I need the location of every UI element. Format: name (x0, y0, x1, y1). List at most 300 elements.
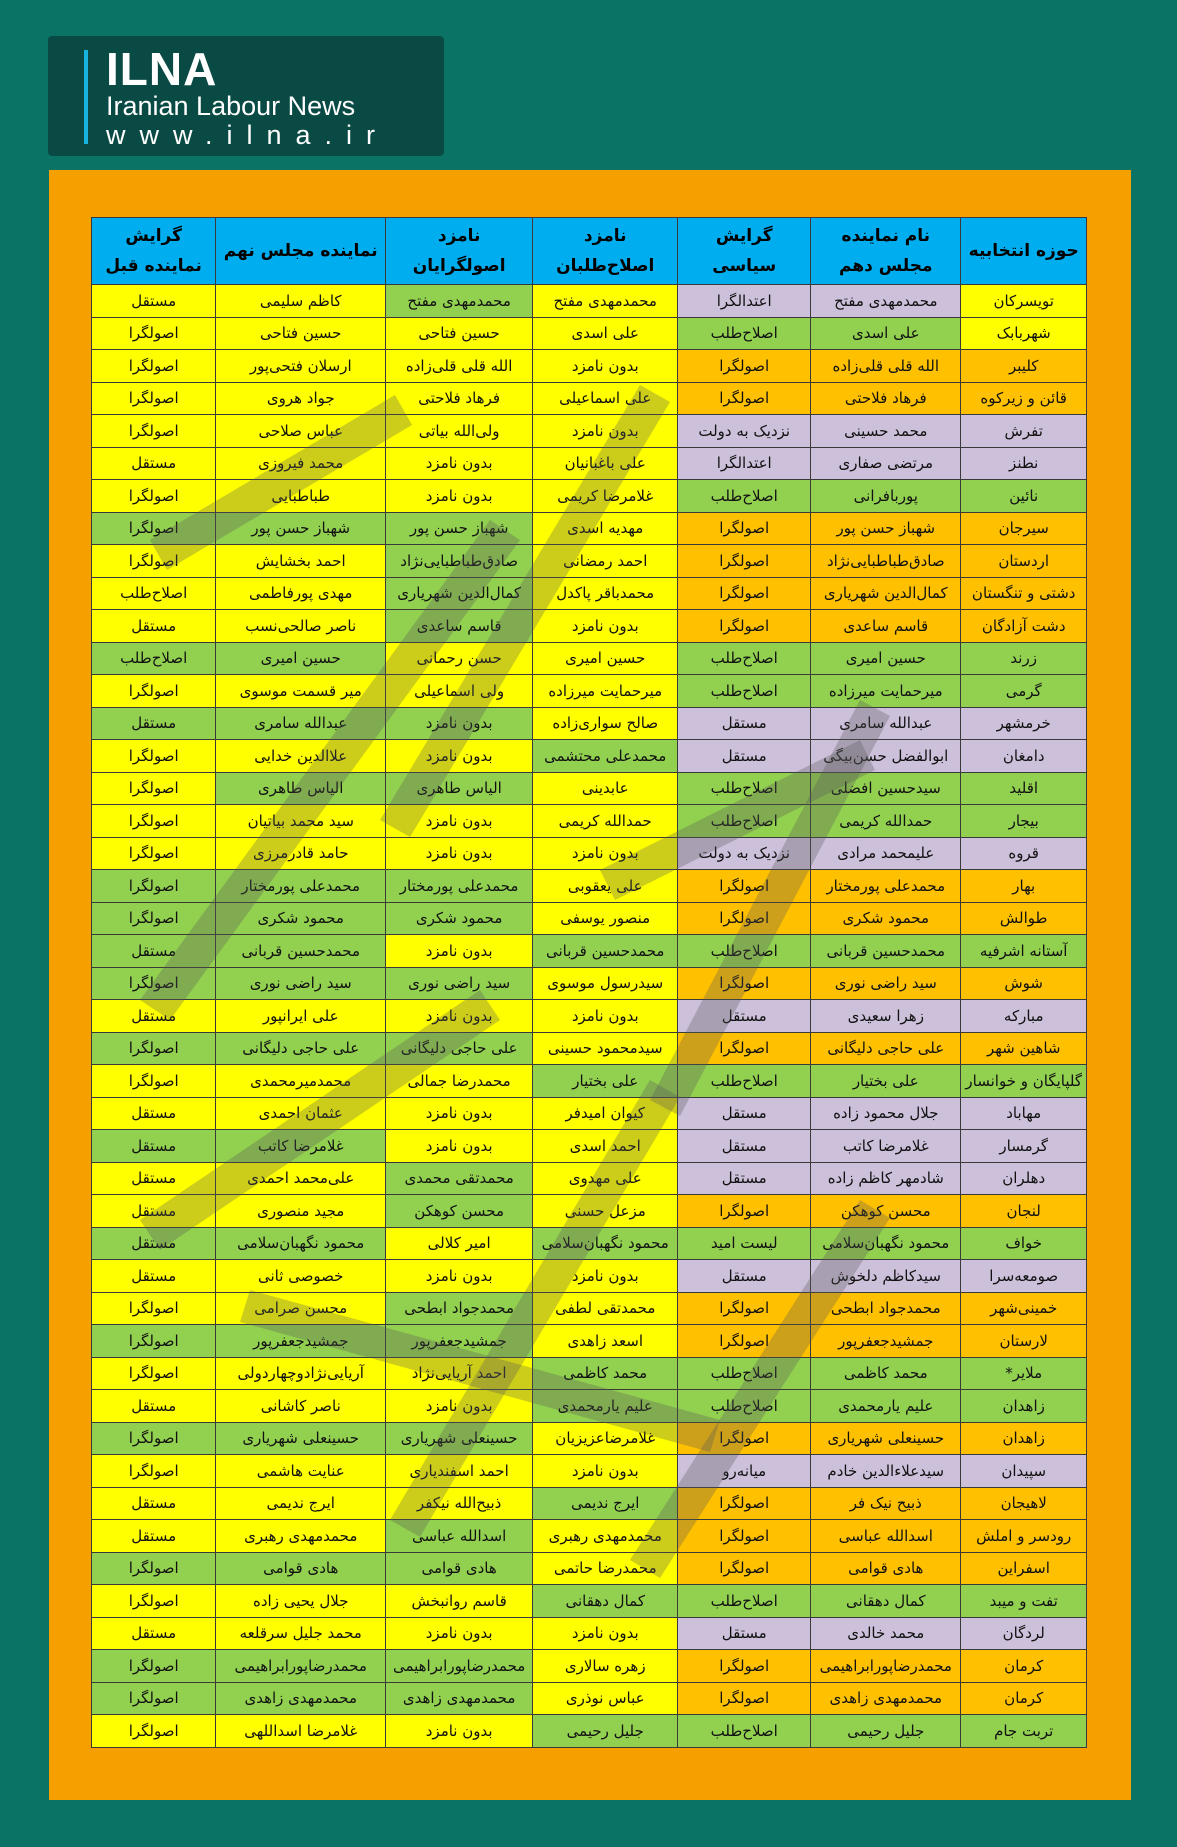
cell-ninth-mp: سید راضی نوری (216, 967, 386, 1000)
cell-ninth-mp: عثمان احمدی (216, 1097, 386, 1130)
table-row (92, 1650, 1087, 1683)
cell-ninth-mp: محمد فیروزی (216, 447, 386, 480)
header-constituency: حوزه انتخابیه (961, 218, 1087, 285)
cell-principlist-candidate: قاسم روانبخش (386, 1585, 533, 1618)
cell-previous-leaning: اصولگرا (92, 1585, 216, 1618)
cell-previous-leaning: مستقل (92, 935, 216, 968)
cell-political-leaning: مستقل (678, 1097, 811, 1130)
table-row (92, 1390, 1087, 1423)
cell-previous-leaning: مستقل (92, 1390, 216, 1423)
cell-political-leaning: اصلاح‌طلب (678, 642, 811, 675)
cell-reformist-candidate: محمدمهدی مفتح (533, 285, 678, 318)
cell-tenth-mp: قاسم ساعدی (811, 610, 961, 643)
cell-tenth-mp: الله قلی قلی‌زاده (811, 350, 961, 383)
cell-ninth-mp: خصوصی ثانی (216, 1260, 386, 1293)
cell-tenth-mp: علیمحمد مرادی (811, 837, 961, 870)
cell-reformist-candidate: بدون نامزد (533, 1260, 678, 1293)
cell-tenth-mp: جلیل رحیمی (811, 1715, 961, 1748)
cell-previous-leaning: اصولگرا (92, 350, 216, 383)
cell-reformist-candidate: مزعل حسنی (533, 1195, 678, 1228)
cell-reformist-candidate: حسین امیری (533, 642, 678, 675)
cell-reformist-candidate: صالح سواری‌زاده (533, 707, 678, 740)
cell-tenth-mp: اسدالله عباسی (811, 1520, 961, 1553)
cell-constituency: دشتی و تنگستان (961, 577, 1087, 610)
cell-tenth-mp: علی اسدی (811, 317, 961, 350)
cell-tenth-mp: کمال دهقانی (811, 1585, 961, 1618)
cell-constituency: بهار (961, 870, 1087, 903)
cell-constituency: سپیدان (961, 1455, 1087, 1488)
cell-political-leaning: نزدیک به دولت (678, 837, 811, 870)
cell-principlist-candidate: بدون نامزد (386, 447, 533, 480)
cell-constituency: تفرش (961, 415, 1087, 448)
cell-tenth-mp: عبدالله سامری (811, 707, 961, 740)
cell-ninth-mp: جواد هروی (216, 382, 386, 415)
cell-constituency: خرمشهر (961, 707, 1087, 740)
table-row (92, 707, 1087, 740)
cell-reformist-candidate: کمال دهقانی (533, 1585, 678, 1618)
cell-political-leaning: اصولگرا (678, 577, 811, 610)
cell-reformist-candidate: بدون نامزد (533, 1455, 678, 1488)
cell-principlist-candidate: هادی قوامی (386, 1552, 533, 1585)
cell-previous-leaning: مستقل (92, 285, 216, 318)
cell-principlist-candidate: الله قلی قلی‌زاده (386, 350, 533, 383)
cell-previous-leaning: اصولگرا (92, 545, 216, 578)
table-row (92, 837, 1087, 870)
cell-reformist-candidate: بدون نامزد (533, 415, 678, 448)
cell-political-leaning: اصلاح‌طلب (678, 1585, 811, 1618)
cell-constituency: اردستان (961, 545, 1087, 578)
table-row (92, 1715, 1087, 1748)
cell-constituency: تفت و میبد (961, 1585, 1087, 1618)
cell-previous-leaning: اصولگرا (92, 1552, 216, 1585)
cell-constituency: قائن و زیرکوه (961, 382, 1087, 415)
cell-constituency: نائین (961, 480, 1087, 513)
table-row (92, 1357, 1087, 1390)
cell-ninth-mp: عباس صلاحی (216, 415, 386, 448)
cell-political-leaning: اصولگرا (678, 610, 811, 643)
cell-reformist-candidate: علی باغبانیان (533, 447, 678, 480)
cell-political-leaning: اصلاح‌طلب (678, 1065, 811, 1098)
cell-tenth-mp: حسین امیری (811, 642, 961, 675)
cell-reformist-candidate: احمد رمضانی (533, 545, 678, 578)
cell-ninth-mp: جلال یحیی زاده (216, 1585, 386, 1618)
cell-tenth-mp: محمد کاظمی (811, 1357, 961, 1390)
cell-previous-leaning: اصلاح‌طلب (92, 577, 216, 610)
cell-political-leaning: مستقل (678, 1130, 811, 1163)
cell-constituency: شاهین شهر (961, 1032, 1087, 1065)
table-row (92, 1325, 1087, 1358)
table-row (92, 1292, 1087, 1325)
cell-tenth-mp: فرهاد فلاحتی (811, 382, 961, 415)
cell-reformist-candidate: بدون نامزد (533, 837, 678, 870)
cell-constituency: اسفراین (961, 1552, 1087, 1585)
table-row (92, 1422, 1087, 1455)
cell-principlist-candidate: حسن رحمانی (386, 642, 533, 675)
cell-tenth-mp: غلامرضا کاتب (811, 1130, 961, 1163)
cell-reformist-candidate: زهره سالاری (533, 1650, 678, 1683)
cell-political-leaning: اصولگرا (678, 350, 811, 383)
cell-constituency: صومعه‌سرا (961, 1260, 1087, 1293)
cell-tenth-mp: شادمهر کاظم زاده (811, 1162, 961, 1195)
cell-previous-leaning: اصولگرا (92, 675, 216, 708)
header-political-leaning: گرایش سیاسی (678, 218, 811, 285)
table-row (92, 902, 1087, 935)
cell-ninth-mp: علی حاجی دلیگانی (216, 1032, 386, 1065)
cell-principlist-candidate: جمشیدجعفرپور (386, 1325, 533, 1358)
cell-principlist-candidate: ذبیح‌الله نیکفر (386, 1487, 533, 1520)
cell-previous-leaning: اصولگرا (92, 1455, 216, 1488)
table-row (92, 1260, 1087, 1293)
cell-ninth-mp: محمدمیرمحمدی (216, 1065, 386, 1098)
cell-ninth-mp: شهباز حسن پور (216, 512, 386, 545)
cell-tenth-mp: محمدرضاپورابراهیمی (811, 1650, 961, 1683)
cell-reformist-candidate: علی بختیار (533, 1065, 678, 1098)
table-row (92, 772, 1087, 805)
table-row (92, 415, 1087, 448)
cell-principlist-candidate: محسن کوهکن (386, 1195, 533, 1228)
table-row (92, 1195, 1087, 1228)
cell-ninth-mp: آریایی‌نژادوچهاردولی (216, 1357, 386, 1390)
cell-principlist-candidate: بدون نامزد (386, 707, 533, 740)
cell-tenth-mp: محسن کوهکن (811, 1195, 961, 1228)
cell-political-leaning: مستقل (678, 707, 811, 740)
cell-political-leaning: اصولگرا (678, 1487, 811, 1520)
cell-previous-leaning: اصولگرا (92, 1065, 216, 1098)
cell-constituency: دامغان (961, 740, 1087, 773)
cell-previous-leaning: اصولگرا (92, 1682, 216, 1715)
cell-tenth-mp: سیدحسین افضلی (811, 772, 961, 805)
cell-previous-leaning: مستقل (92, 1130, 216, 1163)
cell-principlist-candidate: بدون نامزد (386, 837, 533, 870)
cell-constituency: لارستان (961, 1325, 1087, 1358)
table-row (92, 805, 1087, 838)
cell-principlist-candidate: حسین فتاحی (386, 317, 533, 350)
cell-ninth-mp: حامد قادرمرزی (216, 837, 386, 870)
cell-ninth-mp: جمشیدجعفرپور (216, 1325, 386, 1358)
cell-previous-leaning: مستقل (92, 1487, 216, 1520)
cell-previous-leaning: مستقل (92, 1260, 216, 1293)
logo-tagline: Iranian Labour News (106, 91, 356, 121)
cell-tenth-mp: ابوالفضل حسن‌بیگی (811, 740, 961, 773)
header-reformist-candidate: نامزد اصلاح‌طلبان (533, 218, 678, 285)
cell-constituency: کرمان (961, 1650, 1087, 1683)
cell-reformist-candidate: محمدعلی محتشمی (533, 740, 678, 773)
cell-reformist-candidate: محمدحسین قربانی (533, 935, 678, 968)
cell-ninth-mp: محمدحسین قربانی (216, 935, 386, 968)
cell-political-leaning: اصولگرا (678, 1195, 811, 1228)
cell-tenth-mp: حمدالله کریمی (811, 805, 961, 838)
cell-previous-leaning: مستقل (92, 1520, 216, 1553)
cell-constituency: شهربابک (961, 317, 1087, 350)
cell-reformist-candidate: سیدمحمود حسینی (533, 1032, 678, 1065)
cell-reformist-candidate: بدون نامزد (533, 350, 678, 383)
cell-ninth-mp: حسین فتاحی (216, 317, 386, 350)
cell-constituency: زاهدان (961, 1390, 1087, 1423)
cell-principlist-candidate: ولی‌الله بیاتی (386, 415, 533, 448)
cell-reformist-candidate: بدون نامزد (533, 1000, 678, 1033)
cell-constituency: سیرجان (961, 512, 1087, 545)
cell-political-leaning: مستقل (678, 1260, 811, 1293)
cell-ninth-mp: محمود شکری (216, 902, 386, 935)
header-previous-leaning: گرایش نماینده قبل (92, 218, 216, 285)
cell-constituency: کرمان (961, 1682, 1087, 1715)
table-row (92, 1520, 1087, 1553)
logo-accent-bar (84, 50, 88, 144)
cell-principlist-candidate: بدون نامزد (386, 1617, 533, 1650)
cell-previous-leaning: اصولگرا (92, 480, 216, 513)
cell-ninth-mp: ناصر کاشانی (216, 1390, 386, 1423)
cell-previous-leaning: مستقل (92, 1227, 216, 1260)
cell-reformist-candidate: منصور یوسفی (533, 902, 678, 935)
cell-principlist-candidate: بدون نامزد (386, 1130, 533, 1163)
cell-political-leaning: اصلاح‌طلب (678, 805, 811, 838)
cell-previous-leaning: اصولگرا (92, 805, 216, 838)
cell-ninth-mp: هادی قوامی (216, 1552, 386, 1585)
cell-previous-leaning: مستقل (92, 1000, 216, 1033)
cell-ninth-mp: ایرج ندیمی (216, 1487, 386, 1520)
cell-principlist-candidate: قاسم ساعدی (386, 610, 533, 643)
cell-political-leaning: اصولگرا (678, 1032, 811, 1065)
cell-constituency: رودسر و املش (961, 1520, 1087, 1553)
cell-tenth-mp: سید راضی نوری (811, 967, 961, 1000)
cell-reformist-candidate: علی اسدی (533, 317, 678, 350)
cell-tenth-mp: محمدعلی پورمختار (811, 870, 961, 903)
cell-principlist-candidate: شهباز حسن پور (386, 512, 533, 545)
cell-previous-leaning: اصولگرا (92, 1715, 216, 1748)
table-row (92, 1227, 1087, 1260)
table-row (92, 1617, 1087, 1650)
cell-political-leaning: اعتدالگرا (678, 447, 811, 480)
cell-constituency: آستانه اشرفیه (961, 935, 1087, 968)
cell-previous-leaning: مستقل (92, 1195, 216, 1228)
cell-political-leaning: مستقل (678, 740, 811, 773)
cell-principlist-candidate: بدون نامزد (386, 1390, 533, 1423)
cell-ninth-mp: علاالدین خدایی (216, 740, 386, 773)
cell-principlist-candidate: الیاس طاهری (386, 772, 533, 805)
logo-brand: ILNA (106, 43, 218, 95)
cell-constituency: دشت آزادگان (961, 610, 1087, 643)
cell-political-leaning: اصولگرا (678, 1325, 811, 1358)
cell-reformist-candidate: اسعد زاهدی (533, 1325, 678, 1358)
cell-principlist-candidate: محمود شکری (386, 902, 533, 935)
cell-political-leaning: اصلاح‌طلب (678, 935, 811, 968)
cell-tenth-mp: کمال‌الدین شهریاری (811, 577, 961, 610)
cell-constituency: طوالش (961, 902, 1087, 935)
cell-reformist-candidate: جلیل رحیمی (533, 1715, 678, 1748)
cell-reformist-candidate: علی اسماعیلی (533, 382, 678, 415)
cell-political-leaning: اصلاح‌طلب (678, 1715, 811, 1748)
cell-ninth-mp: محمود نگهبان‌سلامی (216, 1227, 386, 1260)
table-row (92, 447, 1087, 480)
cell-reformist-candidate: عابدینی (533, 772, 678, 805)
cell-constituency: خمینی‌شهر (961, 1292, 1087, 1325)
cell-political-leaning: مستقل (678, 1162, 811, 1195)
cell-ninth-mp: محمدعلی پورمختار (216, 870, 386, 903)
table-row (92, 1162, 1087, 1195)
cell-principlist-candidate: محمدجواد ابطحی (386, 1292, 533, 1325)
cell-tenth-mp: میرحمایت میرزاده (811, 675, 961, 708)
logo-url: www.ilna.ir (106, 120, 390, 150)
table-row (92, 577, 1087, 610)
cell-previous-leaning: مستقل (92, 610, 216, 643)
cell-previous-leaning: اصولگرا (92, 870, 216, 903)
cell-previous-leaning: اصولگرا (92, 837, 216, 870)
cell-previous-leaning: اصولگرا (92, 415, 216, 448)
header-row (92, 218, 1087, 285)
cell-ninth-mp: محمدمهدی زاهدی (216, 1682, 386, 1715)
cell-reformist-candidate: محمدتقی لطفی (533, 1292, 678, 1325)
cell-ninth-mp: عبدالله سامری (216, 707, 386, 740)
cell-political-leaning: اصولگرا (678, 382, 811, 415)
cell-constituency: شوش (961, 967, 1087, 1000)
table-body (92, 285, 1087, 1748)
cell-political-leaning: لیست امید (678, 1227, 811, 1260)
cell-principlist-candidate: محمدمهدی مفتح (386, 285, 533, 318)
cell-ninth-mp: حسینعلی شهریاری (216, 1422, 386, 1455)
cell-reformist-candidate: بدون نامزد (533, 1617, 678, 1650)
cell-tenth-mp: شهباز حسن پور (811, 512, 961, 545)
cell-political-leaning: مستقل (678, 1000, 811, 1033)
cell-political-leaning: اصلاح‌طلب (678, 1357, 811, 1390)
cell-principlist-candidate: بدون نامزد (386, 1000, 533, 1033)
cell-reformist-candidate: کیوان امیدفر (533, 1097, 678, 1130)
cell-tenth-mp: محمود نگهبان‌سلامی (811, 1227, 961, 1260)
header-tenth-mp: نام نماینده مجلس دهم (811, 218, 961, 285)
cell-principlist-candidate: علی حاجی دلیگانی (386, 1032, 533, 1065)
cell-political-leaning: میانه‌رو (678, 1455, 811, 1488)
table-row (92, 675, 1087, 708)
table-row (92, 935, 1087, 968)
cell-tenth-mp: محمدمهدی مفتح (811, 285, 961, 318)
cell-constituency: بیجار (961, 805, 1087, 838)
cell-tenth-mp: علیم یارمحمدی (811, 1390, 961, 1423)
cell-ninth-mp: علی‌محمد احمدی (216, 1162, 386, 1195)
table-row (92, 1032, 1087, 1065)
table-row (92, 870, 1087, 903)
election-table (91, 217, 1087, 1748)
table-row (92, 967, 1087, 1000)
cell-political-leaning: اصولگرا (678, 902, 811, 935)
cell-ninth-mp: الیاس طاهری (216, 772, 386, 805)
cell-constituency: ملایر* (961, 1357, 1087, 1390)
cell-ninth-mp: مجید منصوری (216, 1195, 386, 1228)
cell-principlist-candidate: محمدعلی پورمختار (386, 870, 533, 903)
cell-constituency: نطنز (961, 447, 1087, 480)
cell-political-leaning: اصولگرا (678, 1422, 811, 1455)
cell-previous-leaning: مستقل (92, 447, 216, 480)
table-row (92, 317, 1087, 350)
cell-political-leaning: اصلاح‌طلب (678, 675, 811, 708)
cell-previous-leaning: اصولگرا (92, 317, 216, 350)
cell-reformist-candidate: احمد اسدی (533, 1130, 678, 1163)
cell-tenth-mp: سیدعلاءالدین خادم (811, 1455, 961, 1488)
cell-political-leaning: مستقل (678, 1617, 811, 1650)
cell-previous-leaning: اصولگرا (92, 772, 216, 805)
table-row (92, 480, 1087, 513)
cell-reformist-candidate: محمدرضا حاتمی (533, 1552, 678, 1585)
cell-political-leaning: اصولگرا (678, 545, 811, 578)
cell-previous-leaning: اصولگرا (92, 1357, 216, 1390)
cell-reformist-candidate: محمود نگهبان‌سلامی (533, 1227, 678, 1260)
cell-previous-leaning: اصولگرا (92, 1325, 216, 1358)
cell-principlist-candidate: کمال‌الدین شهریاری (386, 577, 533, 610)
cell-tenth-mp: محمد حسینی (811, 415, 961, 448)
cell-reformist-candidate: غلامرضاعزیزیان (533, 1422, 678, 1455)
cell-constituency: لاهیجان (961, 1487, 1087, 1520)
cell-reformist-candidate: محمدمهدی رهبری (533, 1520, 678, 1553)
cell-political-leaning: اصولگرا (678, 1650, 811, 1683)
cell-ninth-mp: ناصر صالحی‌نسب (216, 610, 386, 643)
cell-constituency: گرمی (961, 675, 1087, 708)
cell-principlist-candidate: احمد آریایی‌نژاد (386, 1357, 533, 1390)
cell-tenth-mp: جلال محمود زاده (811, 1097, 961, 1130)
cell-ninth-mp: محمدمهدی رهبری (216, 1520, 386, 1553)
cell-reformist-candidate: علیم یارمحمدی (533, 1390, 678, 1423)
cell-previous-leaning: اصولگرا (92, 1422, 216, 1455)
table-row (92, 1552, 1087, 1585)
cell-previous-leaning: اصولگرا (92, 382, 216, 415)
cell-ninth-mp: احمد بخشایش (216, 545, 386, 578)
cell-ninth-mp: محمدرضاپورابراهیمی (216, 1650, 386, 1683)
cell-constituency: لردگان (961, 1617, 1087, 1650)
cell-ninth-mp: محمد جلیل سرقلعه (216, 1617, 386, 1650)
cell-ninth-mp: محسن صرامی (216, 1292, 386, 1325)
cell-tenth-mp: محمدمهدی زاهدی (811, 1682, 961, 1715)
cell-constituency: اقلید (961, 772, 1087, 805)
cell-tenth-mp: محمود شکری (811, 902, 961, 935)
cell-reformist-candidate: مهدیه اسدی (533, 512, 678, 545)
cell-principlist-candidate: سید راضی نوری (386, 967, 533, 1000)
cell-previous-leaning: اصولگرا (92, 1032, 216, 1065)
cell-previous-leaning: اصولگرا (92, 740, 216, 773)
table-row (92, 1487, 1087, 1520)
cell-political-leaning: اصولگرا (678, 1520, 811, 1553)
cell-principlist-candidate: احمد اسفندیاری (386, 1455, 533, 1488)
table-row (92, 1065, 1087, 1098)
table-row (92, 1000, 1087, 1033)
cell-previous-leaning: اصولگرا (92, 967, 216, 1000)
cell-tenth-mp: ذبیح نیک فر (811, 1487, 961, 1520)
cell-tenth-mp: مرتضی صفاری (811, 447, 961, 480)
cell-previous-leaning: مستقل (92, 1097, 216, 1130)
table-row (92, 1585, 1087, 1618)
cell-principlist-candidate: بدون نامزد (386, 935, 533, 968)
cell-political-leaning: اصولگرا (678, 512, 811, 545)
cell-political-leaning: اصولگرا (678, 1292, 811, 1325)
cell-tenth-mp: حسینعلی شهریاری (811, 1422, 961, 1455)
cell-reformist-candidate: علی یعقوبی (533, 870, 678, 903)
table-row (92, 512, 1087, 545)
cell-constituency: گلپایگان و خوانسار (961, 1065, 1087, 1098)
cell-principlist-candidate: محمدتقی محمدی (386, 1162, 533, 1195)
cell-tenth-mp: محمدحسین قربانی (811, 935, 961, 968)
cell-tenth-mp: علی بختیار (811, 1065, 961, 1098)
cell-ninth-mp: غلامرضا کاتب (216, 1130, 386, 1163)
table-row (92, 1130, 1087, 1163)
cell-previous-leaning: مستقل (92, 707, 216, 740)
cell-reformist-candidate: حمدالله کریمی (533, 805, 678, 838)
cell-constituency: لنجان (961, 1195, 1087, 1228)
cell-reformist-candidate: محمد کاظمی (533, 1357, 678, 1390)
cell-principlist-candidate: بدون نامزد (386, 740, 533, 773)
cell-political-leaning: اصلاح‌طلب (678, 1390, 811, 1423)
cell-previous-leaning: اصولگرا (92, 902, 216, 935)
cell-ninth-mp: سید محمد بیاتیان (216, 805, 386, 838)
cell-ninth-mp: عنایت هاشمی (216, 1455, 386, 1488)
cell-principlist-candidate: بدون نامزد (386, 1715, 533, 1748)
cell-political-leaning: اصلاح‌طلب (678, 317, 811, 350)
table-row (92, 285, 1087, 318)
